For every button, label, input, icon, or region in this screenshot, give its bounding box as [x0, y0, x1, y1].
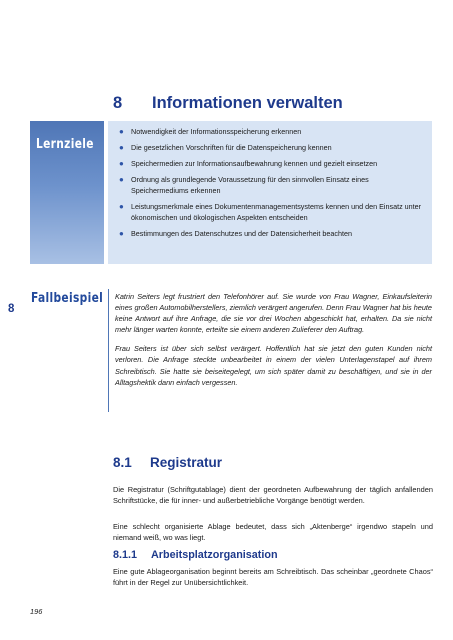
chapter-side-tab: 8 [8, 303, 15, 315]
section-number: 8.1 [113, 455, 132, 470]
list-item: ● Bestimmungen des Datenschutzes und der Datensicherheit beachten [119, 229, 352, 238]
subsection-number: 8.1.1 [113, 549, 138, 561]
section-title: Registratur [150, 455, 223, 470]
body-paragraph: Die Registratur (Schriftgutablage) dient der geordneten Aufbewahrung der täglich anfallenden Schriftstücke, die für inner- und außerbetriebliche Vorgänge benötigt werden. [113, 485, 433, 506]
bullet-icon: ● [119, 175, 124, 184]
chapter-title: Informationen verwalten [152, 94, 343, 112]
bullet-icon: ● [119, 229, 124, 238]
bullet-icon: ● [119, 202, 124, 211]
body-paragraph: Eine gute Ablageorganisation beginnt bereits am Schreibtisch. Das scheinbar „geordnete Chaos“ führt in der Regel zur Unübersichtlichkeit. [113, 567, 433, 588]
list-item: ● Speichermedien zur Informationsaufbewahrung kennen und gezielt einsetzen [119, 159, 378, 168]
lernziele-list [119, 126, 427, 244]
fallbeispiel-divider [108, 289, 109, 412]
bullet-icon: ● [119, 127, 124, 136]
lernziele-label: Lernziele [36, 137, 94, 152]
subsection-title: Arbeitsplatzorganisation [151, 549, 278, 561]
fallbeispiel-paragraph: Frau Seiters ist über sich selbst verärgert. Hoffentlich hat sie jetzt den guten Kunden nicht verloren. Die Anfrage steckte unbearbeitet in einem der vielen Unterlagenstapel auf ihrem Schreibtisch. Sie hatte sie beiseitegelegt, um sich später damit zu beschäftigen, und sie in der Alltagshektik dann einfach vergessen. [115, 344, 432, 387]
list-item: ● Notwendigkeit der Informationsspeicherung erkennen [119, 127, 302, 136]
body-paragraph: Eine schlecht organisierte Ablage bedeutet, dass sich „Aktenberge“ irgendwo stapeln und niemand weiß, wo was liegt. [113, 522, 433, 543]
list-item: ● Leistungsmerkmale eines Dokumentenmanagementsystems kennen und den Einsatz unter ökonomischen und ökologischen Aspekten entscheiden [119, 202, 422, 222]
list-item: ● Die gesetzlichen Vorschriften für die Datenspeicherung kennen [119, 143, 332, 152]
fallbeispiel-text [115, 291, 432, 396]
fallbeispiel-paragraph: Katrin Seiters legt frustriert den Telefonhörer auf. Sie wurde von Frau Wagner, Einkaufsleiterin eines großen Automobilherstellers, ziemlich verärgert angerufen. Denn Frau Wagner hat bis heute keine Antwort auf ihre Anfrage, die sie vor drei Wochen abgeschickt hat, erhalten. Da sie nicht mehr länger warten konnte, erteilte sie einem anderen Zulieferer den Auftrag. [115, 292, 432, 335]
fallbeispiel-label: Fallbeispiel [31, 291, 104, 306]
page-number: 196 [30, 607, 43, 616]
chapter-number: 8 [113, 94, 123, 112]
list-item: ● Ordnung als grundlegende Voraussetzung für den sinnvollen Einsatz eines Speichermediums erkennen [119, 175, 369, 195]
bullet-icon: ● [119, 159, 124, 168]
bullet-icon: ● [119, 143, 124, 152]
